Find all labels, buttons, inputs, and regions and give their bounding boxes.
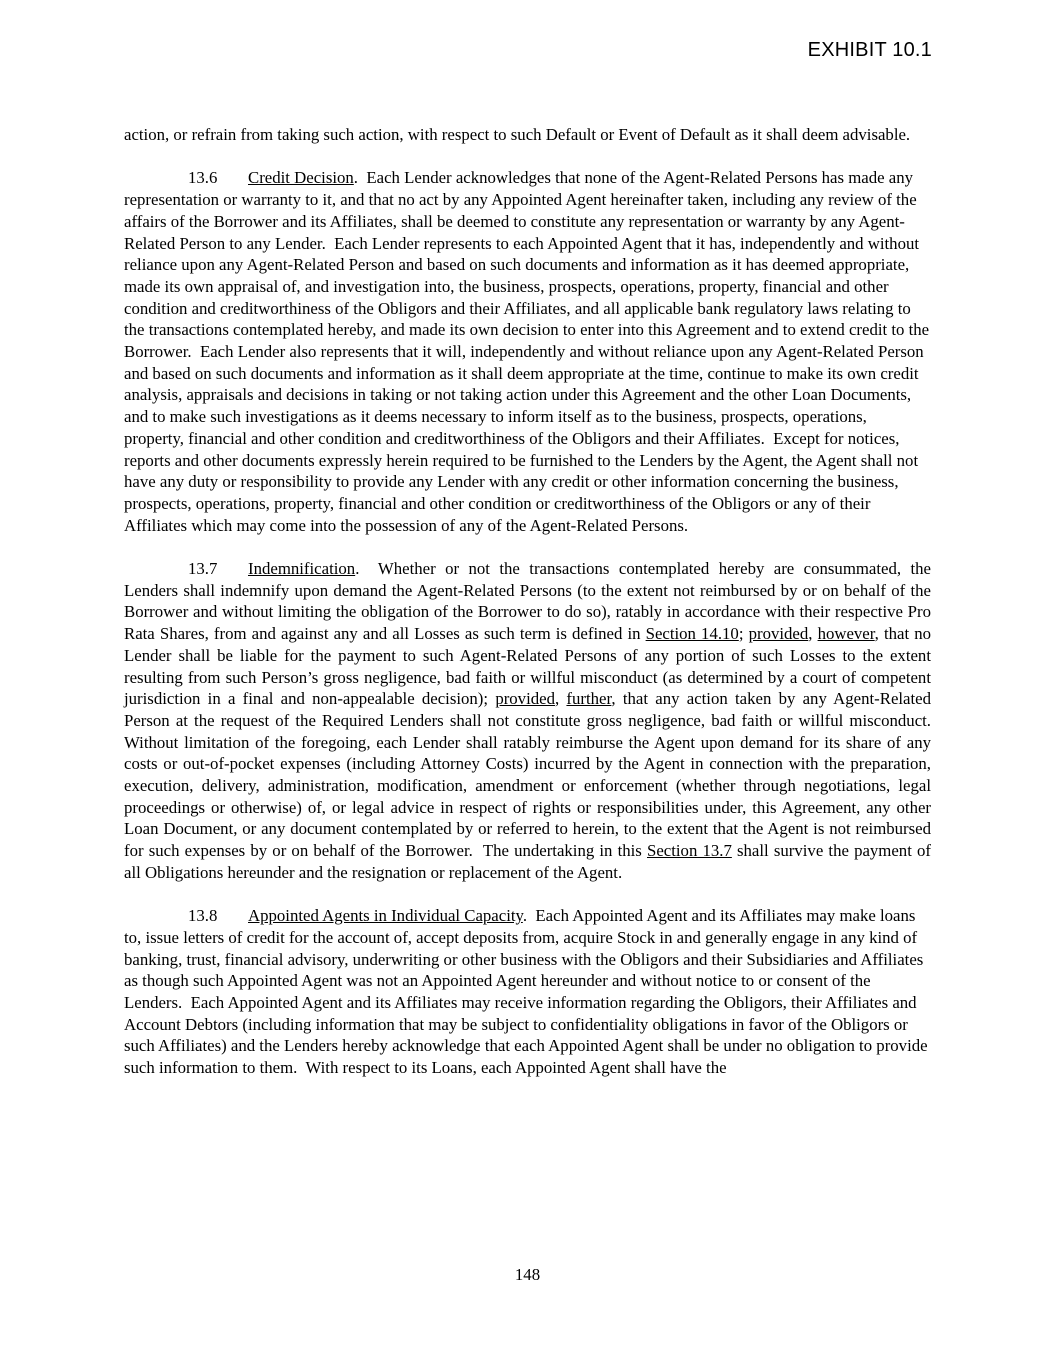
provided-term-1: provided [748,624,809,644]
however-term: however [817,624,875,644]
section-13-7-text-2: , that no Lender shall be liable for the payment to such Agent-Related Persons of any portion of such Losses to the extent resulting from such Person’s gross negligence, bad faith or willful misconduct (as determined by a court of competent jurisdiction in a final and non-appealable decision); [124,624,936,709]
section-13-7-number: 13.7 [188,559,218,579]
section-13-7-comma-2: , [554,689,567,709]
section-13-8-title-end: . [522,906,528,926]
section-13-7-text-1: . Whether or not the transactions contemplated hereby are consummated, the Lenders shall indemnify upon demand the Agent-Related Persons (to the extent not reimbursed by or on behalf of the Borrower and without limiting the obligation of the Borrower to do so), ratably in accordance with their respective Pro Rata Shares, from and against any and all Losses as such term is defined in [124,559,936,644]
provided-term-2: provided [495,689,555,709]
section-13-7-reference: Section 13.7 [647,841,732,861]
section-13-7-separator-1: ; [738,624,749,644]
section-13-8-body: Each Appointed Agent and its Affiliates may make loans to, issue letters of credit for the account of, accept deposits from, acquire Stock in and generally engage in any kind of banking, trust, financial advisory, underwriting or other business with the Obligors and their Subsidiaries and Affiliates as though such Appointed Agent was not an Appointed Agent hereunder and without notice to or consent of the Lenders. Each Appointed Agent and its Affiliates may receive information regarding the Obligors, their Affiliates and Account Debtors (including information that may be subject to confidentiality obligations in favor of the Obligors or such Affiliates) and the Lenders hereby acknowledge that each Appointed Agent shall be under no obligation to provide such information to them. With respect to its Loans, each Appointed Agent shall have the [124,906,932,1078]
page-number: 148 [514,1265,541,1284]
document-body [124,124,940,1101]
section-13-7-text-4: shall survive the payment of all Obligations hereunder and the resignation or replacement of the Agent. [124,841,936,882]
section-13-8-number: 13.8 [188,906,218,926]
section-13-6-title: Credit Decision [248,168,354,188]
section-13-6-paragraph [124,167,934,536]
section-13-7-text-3: , that any action taken by any Agent-Related Person at the request of the Required Lenders shall not constitute gross negligence, bad faith or willful misconduct. Without limitation of the foregoing, each Lender shall ratably reimburse the Agent upon demand for its share of any costs or out-of-pocket expenses (including Attorney Costs) incurred by the Agent in connection with the preparation, execution, delivery, administration, modification, amendment or enforcement (whether through negotiations, legal proceedings or otherwise) of, or legal advice in respect of rights or responsibilities under, this Agreement, any other Loan Document, or any document contemplated by or referred to herein, to the extent that the Agent is not reimbursed for such expenses by or on behalf of the Borrower. The undertaking in this [124,689,940,861]
section-13-6-number: 13.6 [188,168,218,188]
section-13-7-title: Indemnification [248,559,356,579]
section-13-6-body: Each Lender acknowledges that none of the Agent-Related Persons has made any representation or warranty to it, and that no act by any Appointed Agent hereinafter taken, including any review of the affairs of the Borrower and its Affiliates, shall be deemed to constitute any representation or warranty by any Agent-Related Person to any Lender. Each Lender represents to each Appointed Agent that it has, independently and without reliance upon any Agent-Related Person and based on such documents and information as it has deemed appropriate, made its own appraisal of, and investigation into, the business, prospects, operations, property, financial and other condition and creditworthiness of the Obligors and their Affiliates, and all applicable bank regulatory laws relating to the transactions contemplated hereby, and made its own decision to enter into this Agreement and to extend credit to the Borrower. Each Lender also represents that it will, independently and without reliance upon any Agent-Related Person and based on such documents and information as it shall deem appropriate at the time, continue to make its own credit analysis, appraisals and decisions in taking or not taking action under this Agreement and the other Loan Documents, and to make such investigations as it deems necessary to inform itself as to the business, prospects, operations, property, financial and other condition and creditworthiness of the Obligors and their Affiliates. Except for notices, reports and other documents expressly herein required to be furnished to the Lenders by the Agent, the Agent shall not have any duty or responsibility to provide any Lender with any credit or other information concerning the business, prospects, operations, property, financial and other condition or creditworthiness of the Obligors or any of their Affiliates which may come into the possession of any of the Agent-Related Persons. [124,168,934,535]
section-13-6-title-end: . [353,168,358,188]
continuation-paragraph: action, or refrain from taking such action, with respect to such Default or Event of Default as it shall deem advisable. [124,125,911,144]
section-14-10-reference: Section 14.10 [645,624,739,644]
exhibit-label: EXHIBIT 10.1 [807,39,932,61]
section-13-7-comma-1: , [808,624,818,644]
further-term: further [566,689,612,709]
section-13-8-title: Appointed Agents in Individual Capacity [248,906,523,926]
section-13-8-paragraph [124,905,931,1079]
section-13-7-paragraph [124,558,940,884]
